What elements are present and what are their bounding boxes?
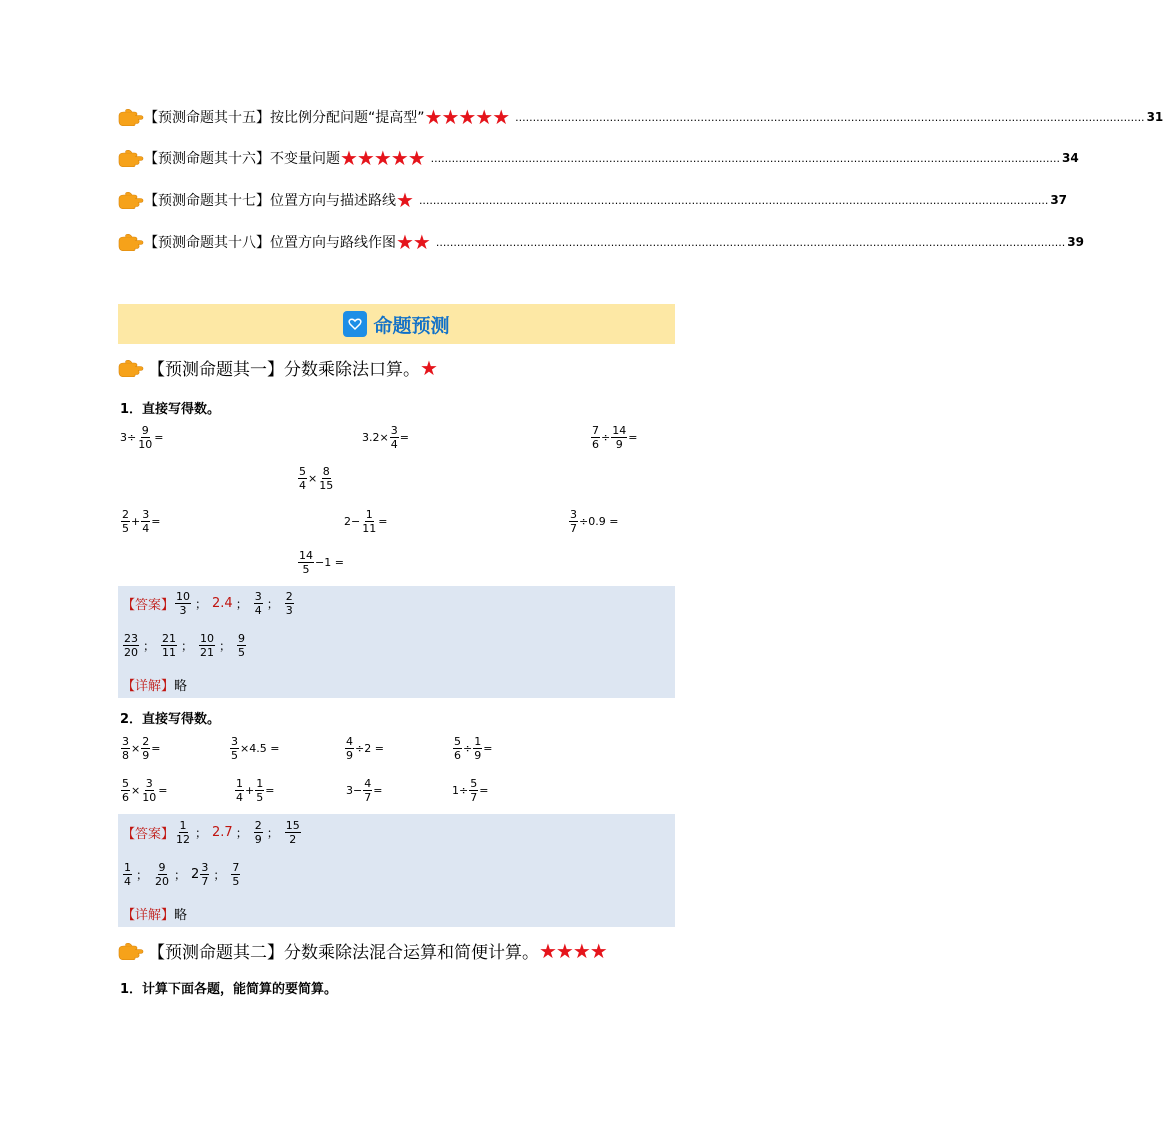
expr-text: ÷2 = xyxy=(355,742,384,755)
fraction: $\frac{5}{4}$ xyxy=(299,465,306,492)
fraction: $\frac{2}{9}$ xyxy=(142,735,150,762)
expression xyxy=(297,549,344,576)
fraction: $\frac{9}{10}$ xyxy=(138,424,153,451)
toc-page: 37 xyxy=(1050,193,1068,207)
answer-line xyxy=(122,632,247,659)
separator: ； xyxy=(195,597,208,611)
fraction: $\frac{3}{5}$ xyxy=(231,735,238,762)
fraction: $\frac{15}{2}$ xyxy=(285,819,300,846)
separator: ； xyxy=(143,639,156,653)
question-title: 2．直接写得数。 xyxy=(120,712,221,727)
fraction: $\frac{3}{7}$ xyxy=(570,508,577,535)
fraction: $\frac{10}{21}$ xyxy=(200,632,215,659)
star-rating: ★★★★★ xyxy=(340,146,425,170)
fraction: $\frac{9}{5}$ xyxy=(238,632,246,659)
fraction: $\frac{7}{6}$ xyxy=(592,424,599,451)
toc-row-16[interactable] xyxy=(118,146,1079,170)
answer-value: 2.7 xyxy=(212,825,233,840)
fraction: $\frac{3}{4}$ xyxy=(142,508,150,535)
expr-text: ÷0.9 = xyxy=(579,515,619,528)
expr-text: 2− xyxy=(344,515,361,528)
section-heading xyxy=(118,938,607,963)
fraction: $\frac{3}{4}$ xyxy=(390,424,398,451)
detail-text: 略 xyxy=(174,679,188,694)
expr-text: −1 = xyxy=(315,556,344,569)
toc-leader: .................................................................................................................................................................................... xyxy=(418,193,1049,207)
fraction: $\frac{14}{5}$ xyxy=(299,549,313,576)
expr-text: = xyxy=(483,742,493,755)
expr-text: = xyxy=(154,431,164,444)
expr-text: 1÷ xyxy=(452,784,469,797)
separator: ； xyxy=(219,639,232,653)
fraction: $\frac{5}{7}$ xyxy=(470,777,478,804)
detail-line xyxy=(122,675,187,694)
star-rating: ★★★★ xyxy=(539,938,607,963)
fraction: $\frac{2}{3}$ xyxy=(285,590,293,617)
pointing-hand-icon xyxy=(118,108,144,126)
detail-text: 略 xyxy=(174,908,188,923)
expression xyxy=(297,465,335,492)
toc-page: 39 xyxy=(1067,235,1084,249)
separator: ； xyxy=(181,639,194,653)
toc-title: 【预测命题其十五】按比例分配问题“提高型” xyxy=(144,110,425,126)
expr-text: + xyxy=(131,515,141,528)
fraction: $\frac{2}{5}$ xyxy=(122,508,129,535)
separator: ； xyxy=(266,826,279,840)
fraction: $\frac{1}{4}$ xyxy=(124,861,131,888)
toc-row-17[interactable] xyxy=(118,188,1068,212)
toc-page: 34 xyxy=(1062,151,1079,165)
expr-text: = xyxy=(628,431,638,444)
pointing-hand-icon xyxy=(118,191,144,209)
expression xyxy=(120,508,160,535)
detail-label: 【详解】 xyxy=(122,679,175,694)
expr-text: = xyxy=(151,742,161,755)
expression xyxy=(229,735,279,762)
star-rating: ★ xyxy=(420,355,437,380)
star-rating: ★★ xyxy=(396,230,430,254)
separator: ； xyxy=(235,597,248,611)
fraction: $\frac{2}{9}$ xyxy=(254,819,262,846)
expr-text: = xyxy=(399,431,409,444)
fraction: $\frac{3}{7}$ xyxy=(201,861,209,888)
fraction: $\frac{1}{5}$ xyxy=(256,777,264,804)
answer-value: 2.4 xyxy=(212,596,233,611)
expr-text: ÷ xyxy=(463,742,473,755)
toc-title: 【预测命题其十六】不变量问题 xyxy=(144,151,340,167)
toc-leader: .................................................................................................................................................................................... xyxy=(430,151,1061,165)
fraction: $\frac{21}{11}$ xyxy=(162,632,177,659)
fraction: $\frac{4}{9}$ xyxy=(346,735,353,762)
expr-text: + xyxy=(245,784,255,797)
fraction: $\frac{5}{6}$ xyxy=(122,777,129,804)
pointing-hand-icon xyxy=(118,233,144,251)
section-heading xyxy=(118,355,437,380)
separator: ； xyxy=(235,826,248,840)
question-title: 1．计算下面各题，能简算的要简算。 xyxy=(120,982,338,997)
toc-page: 31 xyxy=(1146,110,1163,124)
expression xyxy=(120,777,167,804)
fraction: $\frac{4}{7}$ xyxy=(364,777,372,804)
toc-row-18[interactable] xyxy=(118,230,1084,254)
fraction: $\frac{1}{4}$ xyxy=(236,777,243,804)
expression xyxy=(344,508,387,535)
expr-text: = xyxy=(378,515,388,528)
fraction: $\frac{3}{10}$ xyxy=(142,777,157,804)
answer-label: 【答案】 xyxy=(122,827,175,842)
fraction: $\frac{23}{20}$ xyxy=(124,632,138,659)
expr-text: 3.2× xyxy=(362,431,389,444)
expr-text: × xyxy=(131,742,141,755)
fraction: $\frac{3}{4}$ xyxy=(254,590,262,617)
expr-text: ÷ xyxy=(601,431,611,444)
answer-line xyxy=(122,590,295,617)
expr-text: = xyxy=(479,784,489,797)
expr-text: = xyxy=(373,784,383,797)
expression xyxy=(452,777,488,804)
star-rating: ★ xyxy=(396,188,413,212)
expr-text: × xyxy=(308,472,318,485)
toc-leader: .................................................................................................................................................................................... xyxy=(515,110,1145,124)
pointing-hand-icon xyxy=(118,359,144,377)
expression xyxy=(590,424,637,451)
expr-text: ×4.5 = xyxy=(240,742,280,755)
fraction: $\frac{1}{9}$ xyxy=(474,735,482,762)
toc-title: 【预测命题其十七】位置方向与描述路线 xyxy=(144,193,396,209)
fraction: $\frac{7}{5}$ xyxy=(232,861,240,888)
star-rating: ★★★★★ xyxy=(424,105,510,129)
expression xyxy=(234,777,274,804)
fraction: $\frac{1}{11}$ xyxy=(362,508,377,535)
fraction: $\frac{8}{15}$ xyxy=(319,465,334,492)
fraction: $\frac{3}{8}$ xyxy=(122,735,129,762)
answer-line xyxy=(122,861,241,888)
expression xyxy=(120,735,160,762)
expression xyxy=(120,424,163,451)
expr-text: × xyxy=(131,784,141,797)
question-title: 1．直接写得数。 xyxy=(120,402,221,417)
expression xyxy=(346,777,382,804)
fraction: $\frac{14}{9}$ xyxy=(612,424,627,451)
expression xyxy=(568,508,618,535)
fraction: $\frac{10}{3}$ xyxy=(176,590,191,617)
pointing-hand-icon xyxy=(118,149,144,167)
separator: ； xyxy=(213,868,226,882)
mixed-whole: 2 xyxy=(191,867,200,882)
expr-text: = xyxy=(151,515,161,528)
expr-text: = xyxy=(158,784,168,797)
heading-text: 【预测命题其一】分数乘除法口算。 xyxy=(148,360,420,380)
heading-text: 【预测命题其二】分数乘除法混合运算和简便计算。 xyxy=(148,943,539,963)
expr-text: = xyxy=(265,784,275,797)
expr-text: 3− xyxy=(346,784,363,797)
expr-text: 3÷ xyxy=(120,431,137,444)
detail-label: 【详解】 xyxy=(122,908,175,923)
detail-line xyxy=(122,904,187,923)
section-banner xyxy=(118,304,675,344)
separator: ； xyxy=(266,597,279,611)
toc-row-15[interactable] xyxy=(118,105,1163,129)
separator: ； xyxy=(174,868,187,882)
toc-title: 【预测命题其十八】位置方向与路线作图 xyxy=(144,235,396,251)
expression xyxy=(362,424,409,451)
expression xyxy=(344,735,384,762)
answer-line xyxy=(122,819,302,846)
separator: ； xyxy=(195,826,208,840)
fraction: $\frac{1}{12}$ xyxy=(176,819,191,846)
fraction: $\frac{5}{6}$ xyxy=(454,735,461,762)
separator: ； xyxy=(136,868,149,882)
heart-hand-icon xyxy=(343,311,367,337)
banner-title: 命题预测 xyxy=(373,314,450,337)
answer-label: 【答案】 xyxy=(122,598,175,613)
expression xyxy=(452,735,492,762)
pointing-hand-icon xyxy=(118,942,144,960)
toc-leader: .................................................................................................................................................................................... xyxy=(435,235,1066,249)
fraction: $\frac{9}{20}$ xyxy=(155,861,170,888)
